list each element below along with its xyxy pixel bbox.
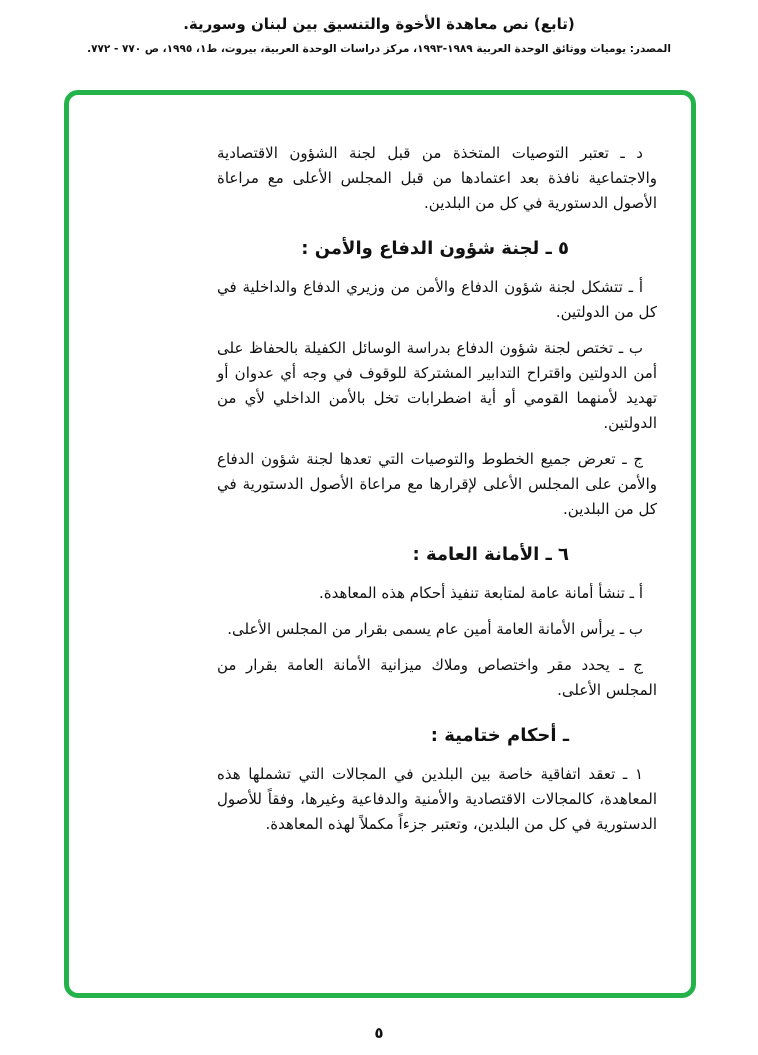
document-source-line: المصدر: يوميات ووثائق الوحدة العربية ١٩٨٩-١٩٩٣، مركز دراسات الوحدة العربية، بيروت، ط١، ١٩٩٥، ص ٧٧٠ - ٧٧٢. [87, 43, 671, 55]
document-header [0, 15, 758, 55]
clause-b-committee-mandate: ب ـ تختص لجنة شؤون الدفاع بدراسة الوسائل الكفيلة بالحفاظ على أمن الدولتين واقتراح التدابير المشتركة للوقوف في وجه أي عدوان أو تهديد لأمنهما القومي أو أية اضطرابات تخل بالأمن الداخلي لأي من الدولتين. [217, 339, 657, 432]
clause-c-secretariat-budget: ج ـ يحدد مقر واختصاص وملاك ميزانية الأمانة العامة بقرار من المجلس الأعلى. [217, 656, 657, 699]
clause-1-special-agreements: ١ ـ تعقد اتفاقية خاصة بين البلدين في المجالات التي تشملها هذه المعاهدة، كالمجالات الاقتصادية والأمنية والدفاعية وغيرها، وفقاً للأصول الدستورية في كل من البلدين، وتعتبر جزءاً مكملاً لهذه المعاهدة. [217, 765, 657, 833]
treaty-text [69, 95, 691, 862]
clause-c-plans-approval: ج ـ تعرض جميع الخطوط والتوصيات التي تعدها لجنة شؤون الدفاع والأمن على المجلس الأعلى لإقرارها مع مراعاة الأصول الدستورية في كل من البلدين. [217, 450, 657, 518]
clause-d-economic-committee: د ـ تعتبر التوصيات المتخذة من قبل لجنة الشؤون الاقتصادية والاجتماعية نافذة بعد اعتمادها من قبل المجلس الأعلى مع مراعاة الأصول الدستورية في كل من البلدين. [217, 144, 657, 212]
section-5-defense-security-heading: ٥ ـ لجنة شؤون الدفاع والأمن : [301, 238, 569, 259]
clause-a-committee-formation: أ ـ تتشكل لجنة شؤون الدفاع والأمن من وزيري الدفاع والداخلية في كل من الدولتين. [217, 278, 657, 321]
document-title: (تابع) نص معاهدة الأخوة والتنسيق بين لبنان وسورية. [183, 15, 575, 33]
section-6-general-secretariat-heading: ٦ ـ الأمانة العامة : [412, 544, 569, 565]
clause-b-secretary-general: ب ـ يرأس الأمانة العامة أمين عام يسمى بقرار من المجلس الأعلى. [227, 620, 643, 638]
final-provisions-heading: ـ أحكام ختامية : [430, 725, 569, 746]
content-frame [64, 90, 696, 998]
clause-a-secretariat-creation: أ ـ تنشأ أمانة عامة لمتابعة تنفيذ أحكام هذه المعاهدة. [318, 584, 643, 602]
page-number: ٥ [374, 1024, 384, 1042]
